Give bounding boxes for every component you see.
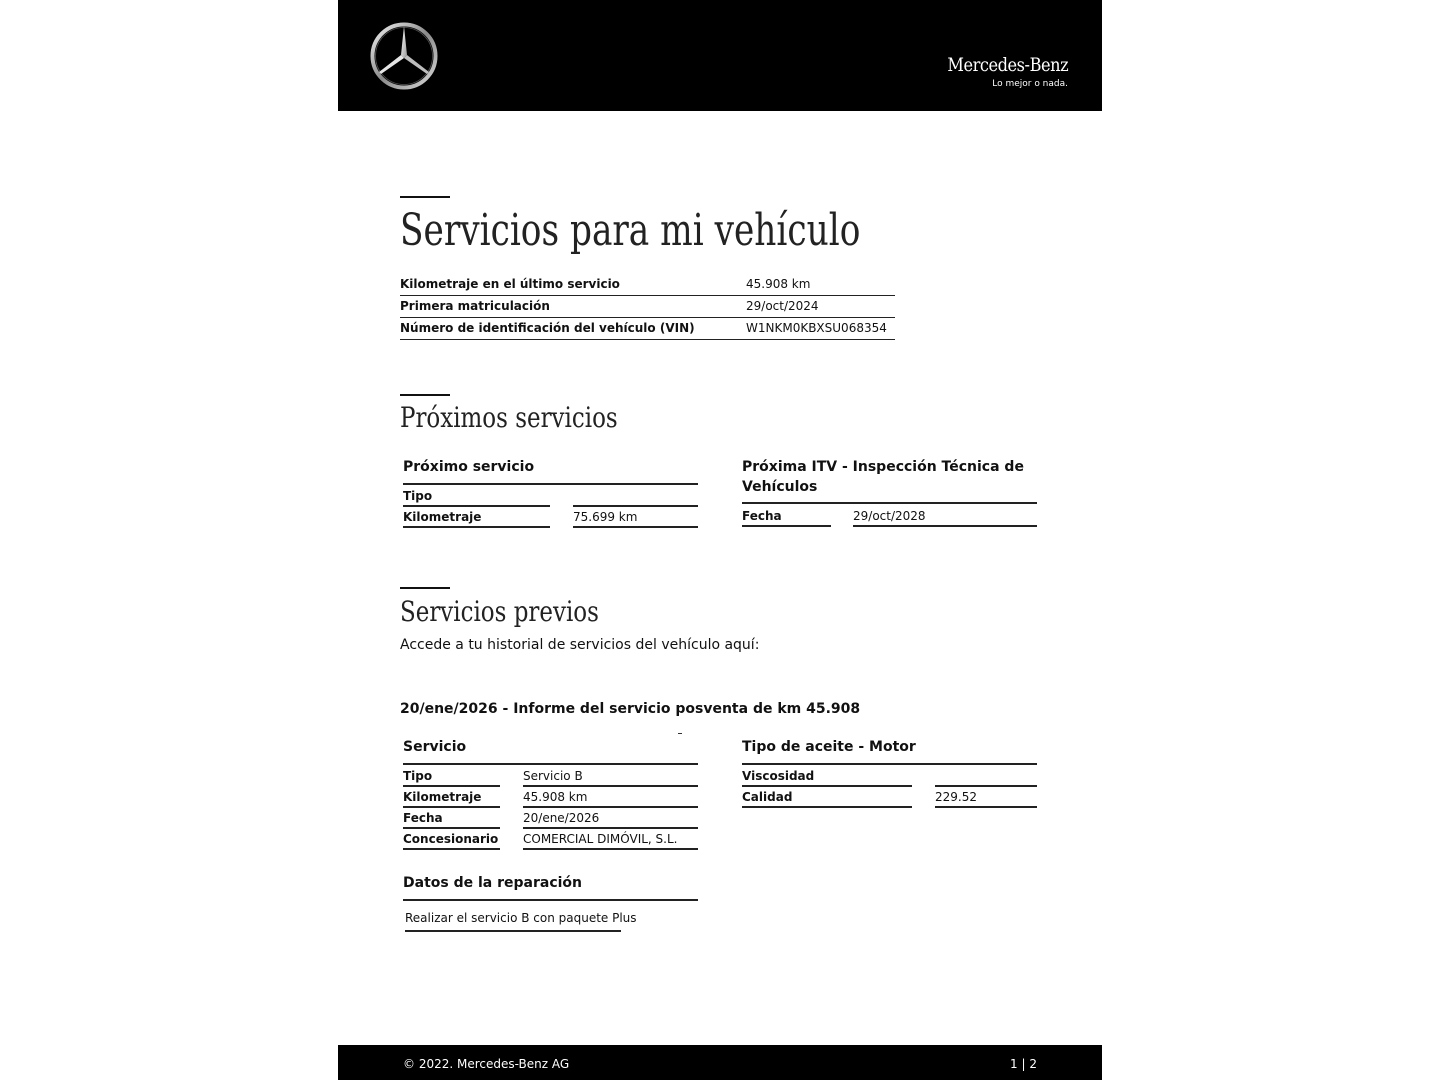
service-row-label: Tipo [403, 769, 433, 783]
itv-date-value: 29/oct/2028 [853, 509, 926, 523]
oil-row-label: Viscosidad [742, 769, 815, 783]
repair-text: Realizar el servicio B con paquete Plus [405, 911, 637, 925]
brand-tagline: Lo mejor o nada. [992, 79, 1068, 89]
oil-title: Tipo de aceite - Motor [742, 739, 916, 755]
vehicle-info-value: 45.908 km [746, 277, 811, 291]
itv-title-line2: Vehículos [742, 479, 818, 495]
divider [523, 848, 698, 850]
brand-name: Mercedes-Benz [947, 54, 1068, 76]
service-row-label: Kilometraje [403, 790, 482, 804]
service-row-label: Concesionario [403, 832, 499, 846]
next-service-type-label: Tipo [403, 489, 433, 503]
next-service-title: Próximo servicio [403, 459, 535, 475]
service-title: Servicio [403, 739, 467, 755]
stray-mark [678, 733, 682, 734]
divider [935, 785, 1037, 787]
section-rule [400, 587, 450, 589]
divider [403, 785, 500, 787]
itv-date-label: Fecha [742, 509, 782, 523]
divider [742, 785, 912, 787]
vehicle-info-table [400, 274, 895, 340]
vehicle-info-row [400, 296, 895, 318]
divider [523, 785, 698, 787]
divider [853, 525, 1037, 527]
section-rule [400, 196, 450, 198]
vehicle-info-label: Kilometraje en el último servicio [400, 277, 620, 291]
service-row-value: 45.908 km [523, 790, 588, 804]
divider [403, 526, 550, 528]
divider [573, 526, 698, 528]
divider [403, 505, 550, 507]
divider [403, 899, 698, 901]
vehicle-info-value: W1NKM0KBXSU068354 [746, 321, 887, 335]
next-service-mileage-value: 75.699 km [573, 510, 638, 524]
divider [742, 502, 1037, 504]
divider [403, 848, 500, 850]
service-row-value: COMERCIAL DIMÓVIL, S.L. [523, 832, 678, 846]
report-title: 20/ene/2026 - Informe del servicio posventa de km 45.908 [400, 701, 861, 717]
mercedes-star-icon [370, 22, 438, 90]
vehicle-info-row [400, 274, 895, 296]
upcoming-title: Próximos servicios [400, 401, 618, 434]
history-lead-text: Accede a tu historial de servicios del vehículo aquí: [400, 637, 760, 653]
document-page [338, 0, 1102, 1080]
vehicle-info-label: Número de identificación del vehículo (VIN) [400, 321, 695, 335]
previous-title: Servicios previos [400, 595, 599, 628]
page-title: Servicios para mi vehículo [400, 205, 861, 256]
divider [742, 525, 831, 527]
divider [405, 930, 621, 932]
divider [935, 806, 1037, 808]
divider [742, 806, 912, 808]
service-row-label: Fecha [403, 811, 443, 825]
next-service-mileage-label: Kilometraje [403, 510, 482, 524]
brand-block [926, 54, 1068, 90]
itv-title-line1: Próxima ITV - Inspección Técnica de [742, 459, 1024, 475]
divider [742, 763, 1037, 765]
vehicle-info-value: 29/oct/2024 [746, 299, 819, 313]
footer-copyright: © 2022. Mercedes-Benz AG [403, 1057, 570, 1071]
header-bar [338, 0, 1102, 111]
divider [523, 827, 698, 829]
divider [403, 763, 698, 765]
page-indicator: 1 | 2 [1010, 1057, 1037, 1071]
section-rule [400, 394, 450, 396]
service-row-value: 20/ene/2026 [523, 811, 600, 825]
oil-row-label: Calidad [742, 790, 793, 804]
footer-bar [338, 1045, 1102, 1080]
vehicle-info-label: Primera matriculación [400, 299, 550, 313]
service-row-value: Servicio B [523, 769, 583, 783]
divider [403, 806, 500, 808]
divider [573, 505, 698, 507]
oil-row-value: 229.52 [935, 790, 977, 804]
divider [523, 806, 698, 808]
vehicle-info-row [400, 318, 895, 340]
divider [403, 827, 500, 829]
repair-title: Datos de la reparación [403, 875, 582, 891]
divider [403, 483, 698, 485]
